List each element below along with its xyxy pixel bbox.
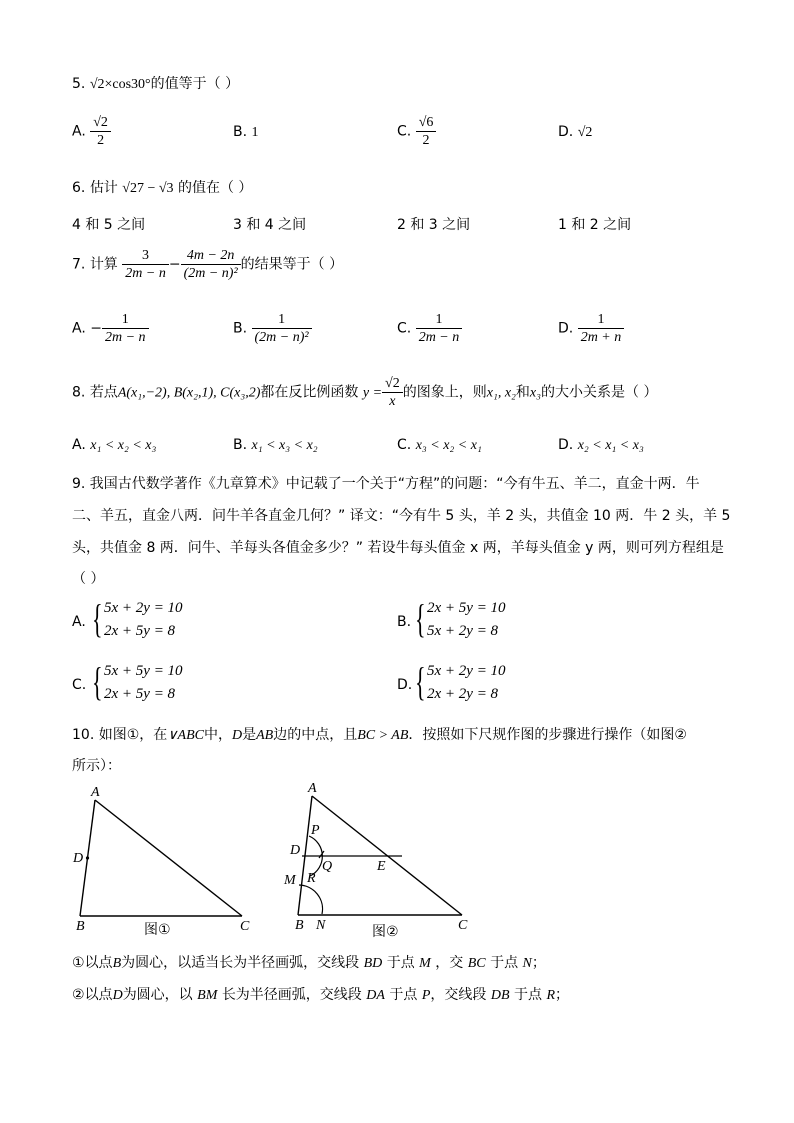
var: BM [197,988,218,1003]
option-text: x₂ < x₁ < x₃ [577,438,644,453]
text: 为圆心，以 [122,987,193,1003]
q5-option-b [233,124,259,141]
label-n: N [316,918,326,933]
fraction [181,247,241,282]
minus-sign: − [168,256,181,273]
label-c: C [458,918,468,933]
numerator: 3 [122,247,169,265]
text: ，交线段 [430,987,487,1003]
text: 是 [242,727,257,743]
q5-stem-suffix: 的值等于（ ） [150,76,240,92]
q9-option-a-system [92,596,212,644]
numerator: 1 [252,311,312,329]
option-label: D. [558,320,574,337]
denominator: 2m − n [418,330,460,345]
q8-stem [72,375,657,410]
triangle-symbol: ∨ABC [167,728,204,743]
var: BD [363,956,383,971]
q8-mid: 都在反比例函数 [260,384,359,401]
q7-number: 7. [72,256,86,273]
q7-stem [72,247,343,282]
side-ac [95,800,242,916]
q10-line-2: 所示）： [72,758,121,774]
q6-suffix: 的值在（ ） [177,180,253,196]
fraction [122,247,169,282]
equation: 2x + 2y = 8 [427,686,499,702]
q5-stem [72,73,239,93]
q9-option-b-system [415,596,535,644]
option-text: x₁ < x₂ < x₃ [90,438,157,453]
q7-option-a [72,311,149,346]
text: ； [531,955,546,971]
text: 于点 [389,987,418,1003]
q8-prefix: 若点 [89,384,118,401]
q8-points: A(x₁,−2), B(x₂,1), C(x₃,2) [117,385,261,401]
fraction [578,311,625,346]
q9-option-d-system [415,659,535,707]
var: P [421,988,431,1003]
circled-number: ② [674,727,687,743]
q9-option-a-label: A. [72,614,86,630]
denominator: 2m + n [580,330,622,345]
q6-expression: √27 − √3 [122,181,174,196]
option-label: A. [72,123,86,140]
caption-1: 图① [144,922,171,938]
text: 于点 [490,955,519,971]
denominator: 2 [422,133,430,148]
option-label: B. [233,437,248,453]
q8-option-d [558,437,644,454]
q10-step-1 [72,952,546,972]
q8-number: 8. [72,384,86,401]
q8-option-c [397,437,482,454]
denominator: 2m − n [125,266,166,281]
q6-stem [72,177,252,197]
q10-step-2 [72,984,569,1004]
text: 中， [203,727,232,743]
q5-option-d [558,124,592,141]
var: DA [366,988,385,1003]
q7-suffix: 的结果等于（ ） [240,256,344,273]
label-q: Q [322,859,333,874]
q10-line-1 [72,724,687,744]
option-label: C. [397,437,412,453]
text: ； [555,987,569,1003]
q8-func: y = [362,385,383,401]
var: BC > AB [357,728,409,743]
fraction [252,311,312,346]
text: 于点 [386,955,415,971]
circled-number: ① [126,727,140,743]
q8-x3: x₃ [529,385,541,401]
brace-icon: { [92,659,103,704]
denominator: (2m − n)² [254,330,309,345]
q7-option-b [233,311,312,346]
option-text: √2 [577,125,593,140]
text: 10. 如图 [72,727,127,743]
var: N [522,956,532,971]
q5-number: 5. [72,76,86,92]
numerator: 1 [578,311,625,329]
circled-number: ① [72,955,85,971]
var: BC [467,956,486,971]
equation: 5x + 2y = 8 [427,623,499,639]
q9-option-c-system [92,659,212,707]
option-text: 1 [251,125,259,140]
q6-option-a: 4 和 5 之间 [72,217,146,233]
q9-line-2: 二、羊五，直金八两．问牛羊各直金几何？” 译文：“今有牛 5 头，羊 2 头，共值金 10 两．牛 2 头，羊 5 [72,508,731,524]
option-label: C. [397,123,412,140]
var: R [546,988,555,1003]
numerator: 1 [102,311,149,329]
label-d: D [73,851,84,866]
figure-2 [280,778,480,943]
var: M [419,956,431,971]
option-text: x₁ < x₃ < x₂ [251,438,318,453]
equation: 2x + 5y = 10 [427,600,506,616]
text: ，交 [435,955,464,971]
brace-icon: { [415,659,426,704]
q9-line-3: 头，共值金 8 两．问牛、羊每头各值金多少？” 若设牛每头值金 x 两，羊每头值金 y 两，则可列方程组是 [72,540,724,556]
label-b: B [295,918,304,933]
q5-option-c [397,114,436,149]
text: 于点 [513,987,542,1003]
equation: 2x + 5y = 8 [104,686,176,702]
fraction [102,311,149,346]
var: AB [256,728,274,743]
equation: 2x + 5y = 8 [104,623,176,639]
label-b: B [76,919,85,934]
denominator: 2m − n [104,330,146,345]
q6-option-b: 3 和 4 之间 [233,217,307,233]
option-label: C. [397,320,412,337]
q8-end: 的大小关系是（ ） [541,384,658,401]
q5-expression: √2×cos30° [89,77,151,92]
option-label: D. [558,437,574,453]
brace-icon: { [415,596,426,641]
option-label: A. [72,320,86,337]
denominator: 2 [97,133,105,148]
q8-option-a [72,437,156,454]
figure-1 [70,782,260,942]
text: 为圆心，以适当长为半径画弧，交线段 [121,955,360,971]
label-a: A [91,785,100,800]
q9-option-c-label: C. [72,677,87,693]
q6-option-c: 2 和 3 之间 [397,217,471,233]
caption-2: 图② [372,924,399,940]
fraction [416,311,463,346]
q7-option-c [397,311,462,346]
q8-vars: x₁, x₂ [486,385,516,401]
q6-number: 6. [72,180,86,196]
numerator: 1 [416,311,463,329]
fraction [90,114,111,149]
q9-option-d-label: D. [397,677,413,693]
q6-option-d: 1 和 2 之间 [558,217,632,233]
var: B [112,956,122,971]
label-p: P [311,823,320,838]
equation: 5x + 2y = 10 [427,663,506,679]
arc-mn [299,885,323,914]
q7-option-d [558,311,624,346]
equation: 5x + 2y = 10 [104,600,183,616]
label-e: E [377,859,386,874]
equation: 5x + 5y = 10 [104,663,183,679]
q8-and: 和 [515,384,530,401]
q9-option-b-label: B. [397,614,412,630]
option-label: D. [558,124,574,140]
label-r: R [307,871,316,886]
q9-line-4: （ ） [72,571,105,587]
q8-option-b [233,437,318,454]
text: 以点 [84,987,113,1003]
q5-option-a [72,114,111,149]
fraction [382,375,403,410]
numerator: √2 [90,114,111,132]
denominator: x [389,394,396,409]
midpoint-d [86,856,89,859]
fraction [416,114,437,149]
label-m: M [284,873,296,888]
var: D [112,988,123,1003]
q7-prefix: 计算 [89,256,118,273]
circled-number: ② [72,987,85,1003]
text: 以点 [84,955,113,971]
option-label: A. [72,437,86,453]
numerator: √2 [382,375,403,393]
q9-line-1: 9. 我国古代数学著作《九章算术》中记载了一个关于“方程”的问题：“今有牛五、羊二，直金十两．牛 [72,476,700,492]
minus-sign: − [90,320,102,337]
text: 边的中点，且 [273,727,358,743]
text: ，在 [139,727,168,743]
text: ．按照如下尺规作图的步骤进行操作（如图 [408,727,675,743]
text: 长为半径画弧，交线段 [221,987,362,1003]
var: DB [490,988,510,1003]
denominator: (2m − n)² [183,266,238,281]
label-a: A [308,781,317,796]
label-d: D [290,843,301,858]
option-text: x₃ < x₂ < x₁ [415,438,482,453]
numerator: √6 [416,114,437,132]
numerator: 4m − 2n [181,247,241,265]
option-label: B. [233,320,248,337]
brace-icon: { [92,596,103,641]
option-label: B. [233,124,248,140]
q8-tail: 的图象上，则 [402,384,487,401]
label-c: C [240,919,250,934]
var: D [231,728,243,743]
q6-prefix: 估计 [89,180,118,196]
